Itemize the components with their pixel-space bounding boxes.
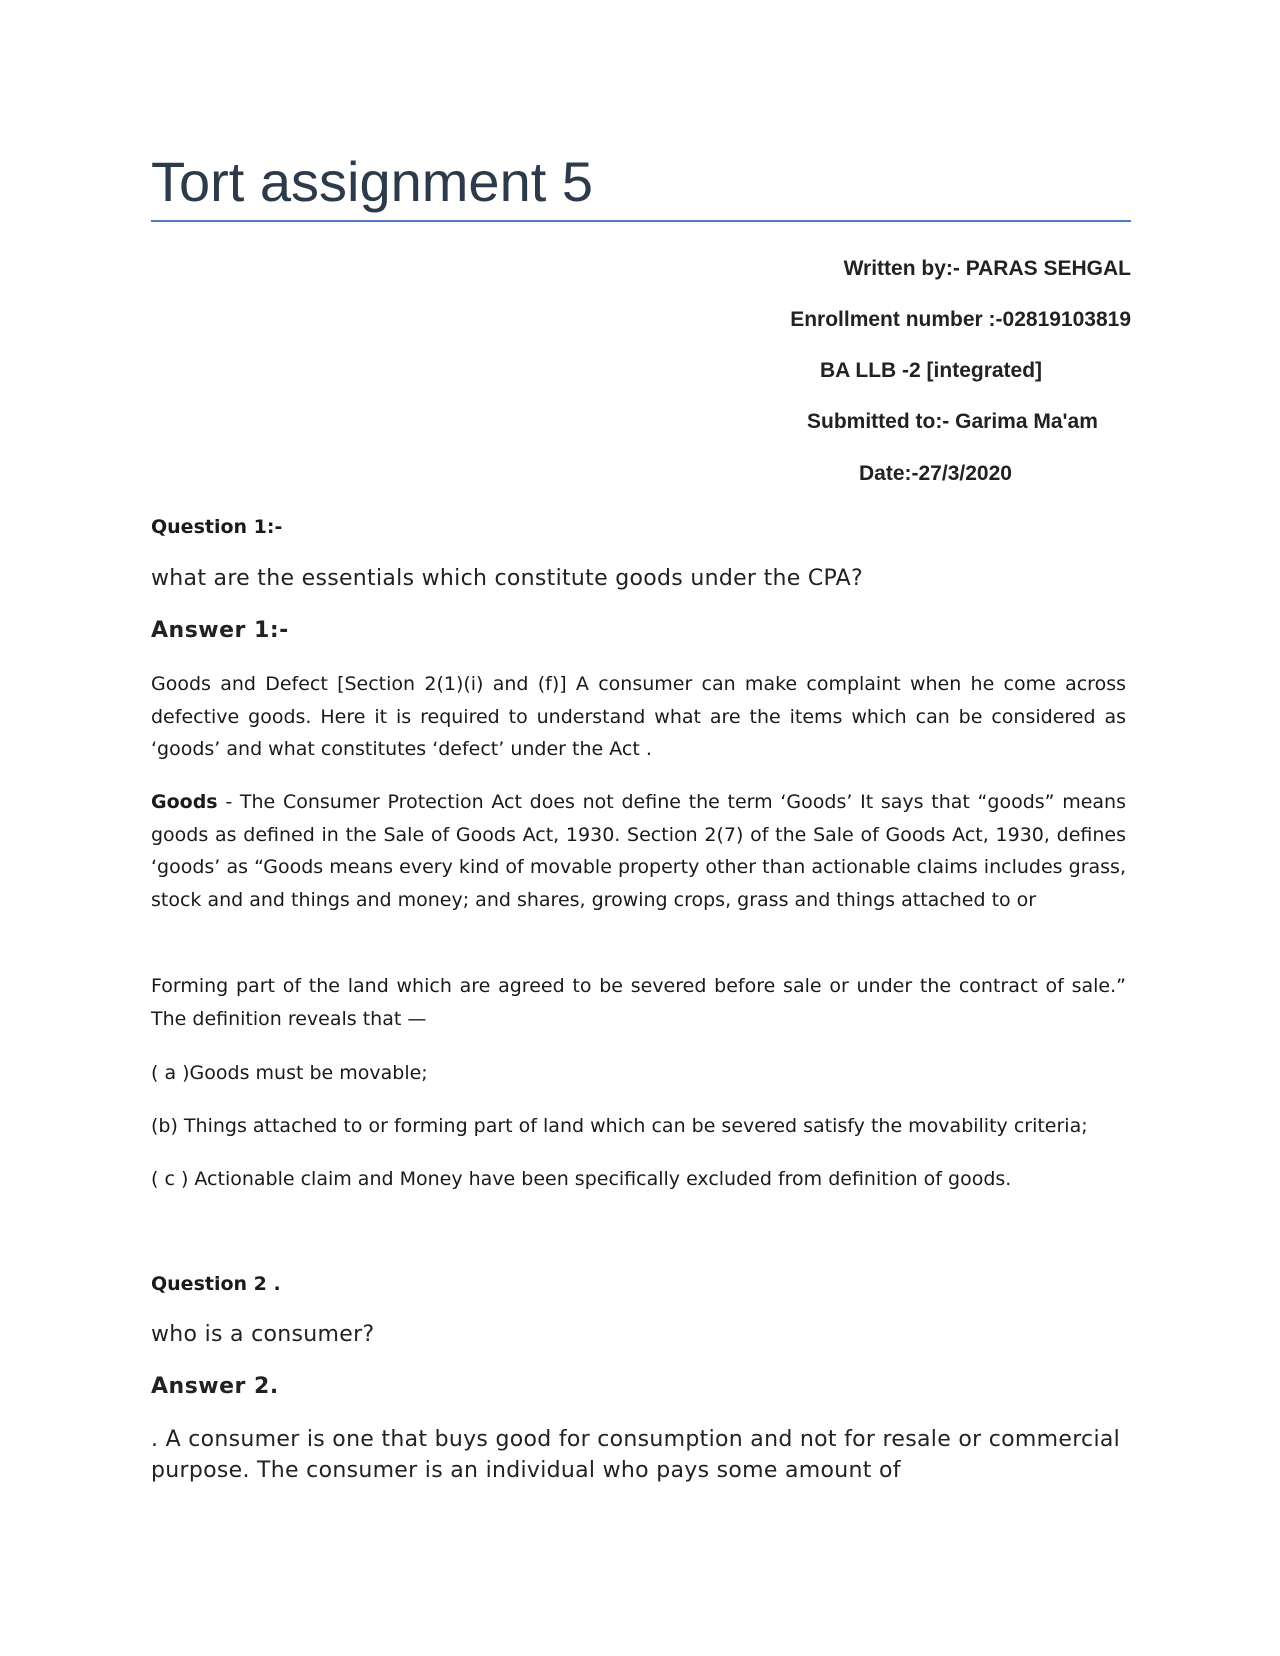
title-underline-divider: [151, 220, 1131, 222]
forming-part-paragraph: Forming part of the land which are agreed to be severed before sale or under the contract of sale.” The definition reveals that —: [151, 975, 1126, 1030]
answer-2-paragraph: . A consumer is one that buys good for consumption and not for resale or commercial purpose. The consumer is an individual who pays some amount of: [151, 1427, 1121, 1483]
answer-1-heading: Answer 1:-: [151, 618, 289, 643]
question-2-text: who is a consumer?: [151, 1322, 375, 1347]
document-title: Tort assignment 5: [151, 150, 593, 213]
answer-2-heading: Answer 2.: [151, 1374, 279, 1399]
question-1-heading: Question 1:-: [151, 516, 283, 538]
answer-1-intro-paragraph: Goods and Defect [Section 2(1)(i) and (f)] A consumer can make complaint when he come across defective goods. Here it is required to understand what are the items which can be considered as ‘goods’ and what constitutes ‘defect’ under the Act .: [151, 673, 1126, 760]
course-line: BA LLB -2 [integrated]: [820, 359, 1043, 382]
question-1-text: what are the essentials which constitute goods under the CPA?: [151, 566, 864, 591]
point-a: ( a )Goods must be movable;: [151, 1062, 428, 1084]
question-2-heading: Question 2 .: [151, 1273, 281, 1295]
date-line: Date:-27/3/2020: [859, 462, 1012, 485]
submitted-to-line: Submitted to:- Garima Ma'am: [807, 410, 1098, 433]
goods-definition-paragraph: [151, 786, 1126, 916]
point-b: (b) Things attached to or forming part of land which can be severed satisfy the movability criteria;: [151, 1115, 1088, 1137]
point-c: ( c ) Actionable claim and Money have been specifically excluded from definition of goods.: [151, 1168, 1012, 1190]
goods-term: Goods: [151, 791, 218, 813]
goods-definition-text: - The Consumer Protection Act does not define the term ‘Goods’ It says that “goods” means goods as defined in the Sale of Goods Act, 1930. Section 2(7) of the Sale of Goods Act, 1930, defines ‘goods’ as “Goods means every kind of movable property other than actionable claims includes grass, stock and and things and money; and shares, growing crops, grass and things attached to or: [151, 791, 1126, 911]
author-line: Written by:- PARAS SEHGAL: [843, 257, 1131, 280]
enrollment-line: Enrollment number :-02819103819: [790, 308, 1131, 331]
